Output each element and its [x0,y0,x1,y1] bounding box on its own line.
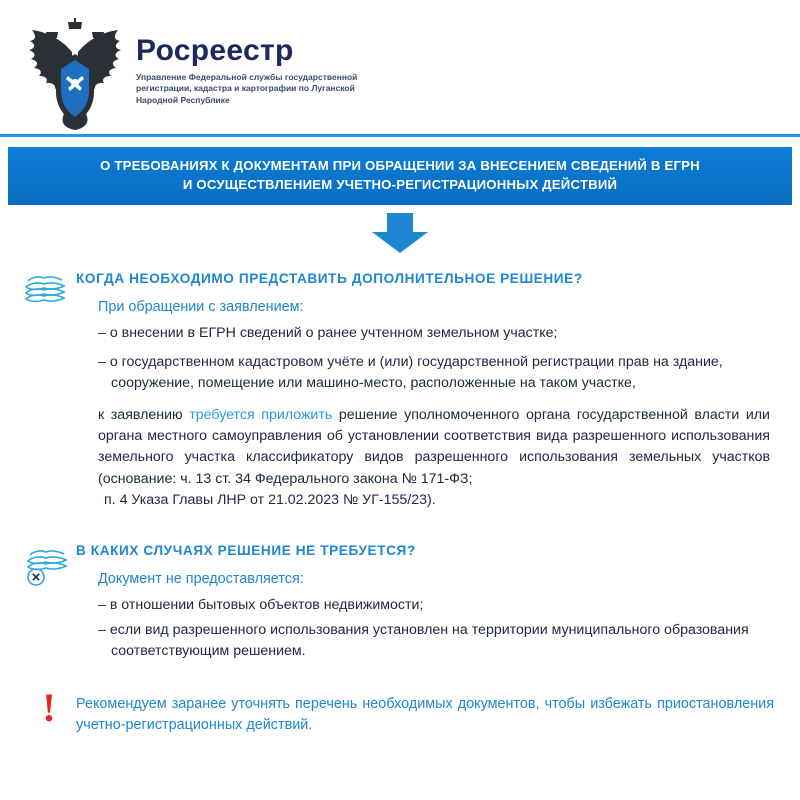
exclamation-mark-icon: ! [42,684,56,730]
section-1-heading: КОГДА НЕОБХОДИМО ПРЕДСТАВИТЬ ДОПОЛНИТЕЛЬНОЕ РЕШЕНИЕ? [76,271,583,287]
section-when-not-required [0,537,800,665]
section-1-paragraph [98,405,774,511]
arrow-down-wrapper [0,213,800,253]
brand-block [130,18,366,106]
list-item: – о государственном кадастровом учёте и (или) государственной регистрации прав на здание, сооружение, помещение или машино-место, расположенные на таком участке, [98,354,723,391]
brand-subtitle: Управление Федеральной службы государственной регистрации, кадастра и картографии по Луганской Народной Республике [136,72,358,105]
recommendation-note [0,684,800,737]
paragraph-part-2: решение уполномоченного органа государственной власти или органа местного самоуправления об установлении соответствия вида разрешенного использования земельного участка классификатору видов разрешенного использования земельных участков (основание: ч. 13 ст. 34 Федерального закона № 171-ФЗ; [98,406,770,487]
title-line-1: О ТРЕБОВАНИЯХ К ДОКУМЕНТАМ ПРИ ОБРАЩЕНИИ ЗА ВНЕСЕНИЕМ СВЕДЕНИЙ В ЕГРН [100,158,700,173]
section-1-body [76,265,774,511]
document-stack-icon [22,265,76,315]
document-stack-cancel-icon [22,537,76,587]
page-header [0,0,800,130]
paragraph-highlight: требуется приложить [189,406,333,423]
list-item: – в отношении бытовых объектов недвижимости; [98,597,424,614]
paragraph-part-1: к заявлению [98,406,190,423]
title-line-2: И ОСУЩЕСТВЛЕНИЕМ УЧЕТНО-РЕГИСТРАЦИОННЫХ ДЕЙСТВИЙ [182,177,618,193]
header-divider [0,134,800,137]
list-item: – о внесении в ЕГРН сведений о ранее учтенном земельном участке; [98,325,558,342]
section-2-body [76,537,774,665]
section-1-lead: При обращении с заявлением: [98,299,304,316]
paragraph-part-3: п. 4 Указа Главы ЛНР от 21.02.2023 № УГ-155/23). [104,491,436,508]
recommendation-text: Рекомендуем заранее уточнять перечень необходимых документов, чтобы избежать приостановления учетно-регистрационных действий. [76,695,774,734]
section-2-lead: Документ не предоставляется: [98,571,304,588]
brand-title: Росреестр [136,34,294,67]
list-item: – если вид разрешенного использования установлен на территории муниципального образования соответствующим решением. [98,622,749,659]
section-2-bullets [98,595,774,660]
section-1-bullets [98,323,774,392]
arrow-down-icon [372,213,428,253]
section-2-heading: В КАКИХ СЛУЧАЯХ РЕШЕНИЕ НЕ ТРЕБУЕТСЯ? [76,543,416,559]
russian-double-headed-eagle-emblem [20,18,130,130]
title-banner [8,147,792,205]
section-when-required [0,265,800,511]
cancel-badge [28,569,44,585]
arrow-tip [372,232,428,253]
arrow-stem [387,213,413,233]
